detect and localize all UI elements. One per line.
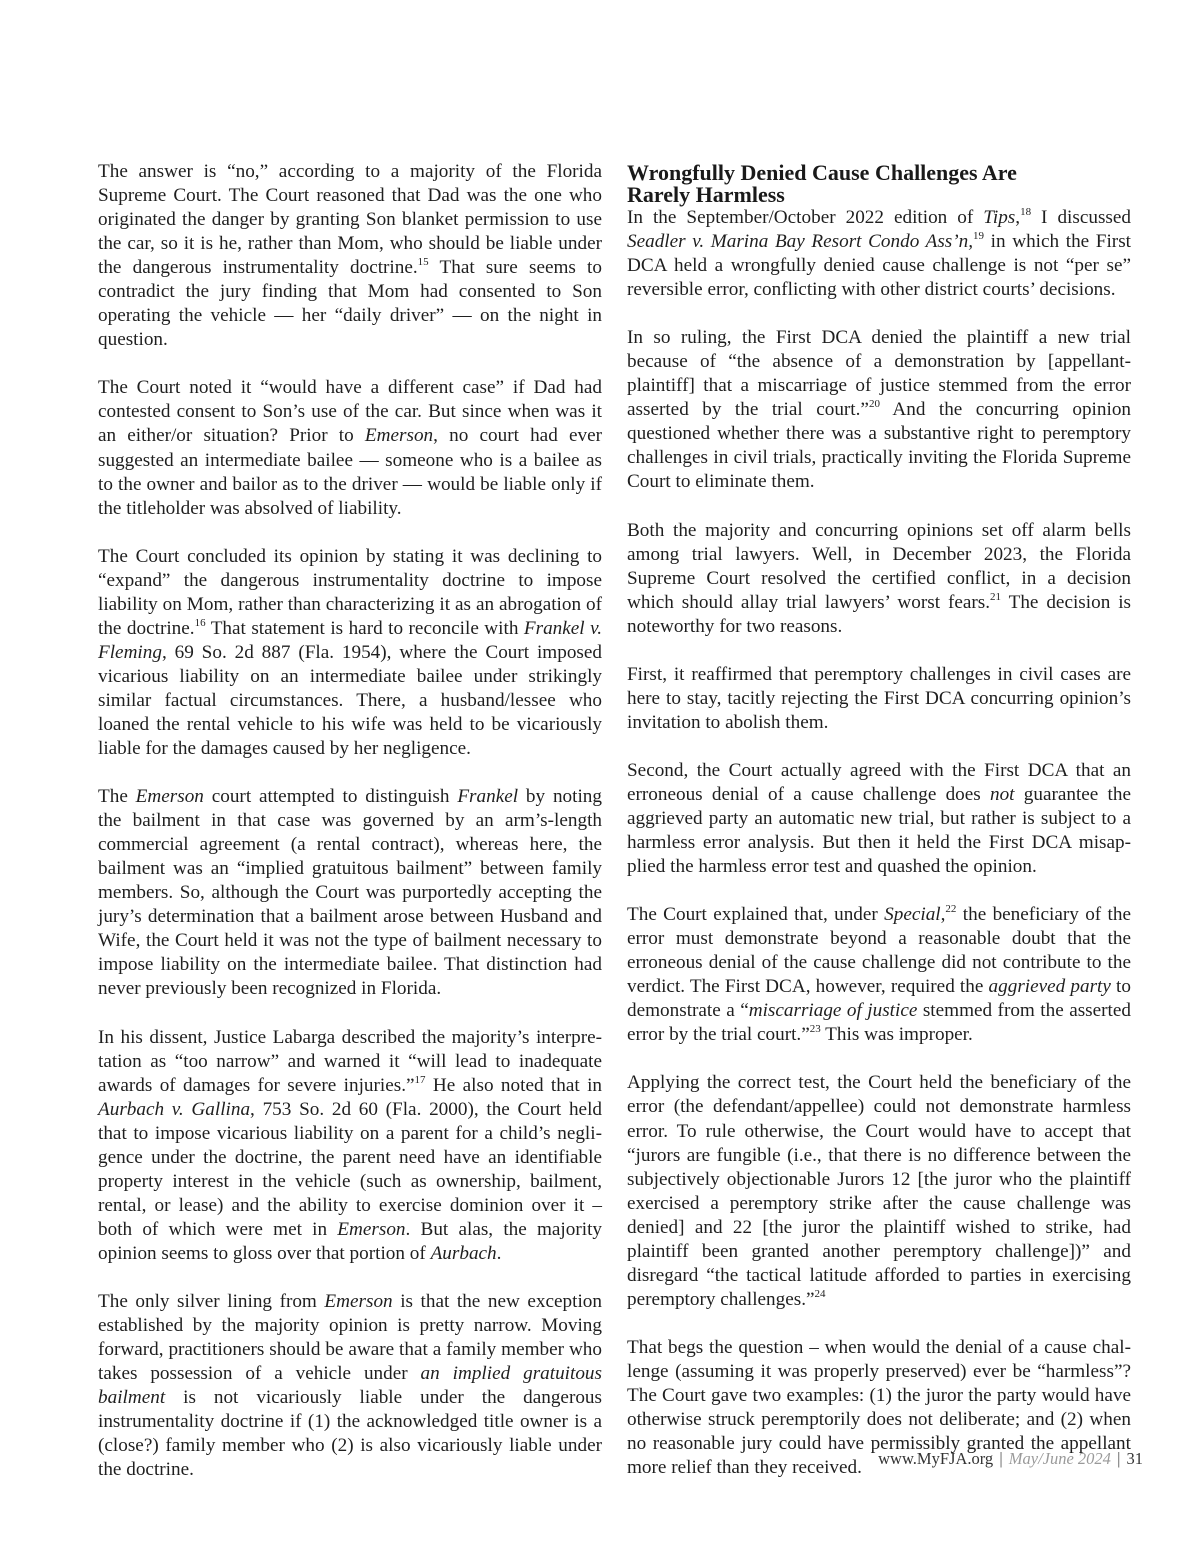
footnote-ref[interactable]: 16 — [194, 616, 206, 629]
issue-date: May/June 2024 — [1008, 1449, 1111, 1468]
paragraph: The only silver lining from Emerson is that the new exception established by the majority opinion is pretty narrow. Moving forward, practitioners should be aware that a family member who takes possession of a vehicle under an implied gratuitous bailment is not vicariously liable under the dangerous instrumentality doctrine if (1) the acknowledged title owner is a (close?) family member who (2) is also vicariously liable under the doctrine. — [98, 1290, 602, 1481]
emphasis: not — [989, 783, 1015, 805]
case-name: Special — [884, 904, 941, 926]
footnote-ref[interactable]: 15 — [417, 256, 429, 269]
footnote-ref[interactable]: 17 — [414, 1073, 426, 1086]
case-name: Frankel — [457, 786, 519, 808]
emphasis: aggrieved party — [988, 976, 1111, 998]
page-footer — [878, 1449, 1143, 1469]
footnote-ref[interactable]: 24 — [814, 1287, 826, 1300]
footnote-ref[interactable]: 19 — [973, 230, 985, 243]
footnote-ref[interactable]: 21 — [990, 590, 1002, 603]
website-link[interactable]: www.MyFJA.org — [878, 1449, 994, 1468]
page-number: 31 — [1126, 1449, 1143, 1468]
paragraph: In the September/October 2022 edition of Tips,$^{18}$ I discussed Seadler v. Marina Bay Resort Condo Ass’n,$^{19}$ in which the First DCA held a wrongfully denied cause challenge is not “per se” reversible error, conflicting with other district courts’ decisions. — [627, 206, 1131, 301]
paragraph: The Court concluded its opinion by stating it was declining to “expand” the dangerous instrumentality doctrine to impose liability on Mom, rather than characterizing it as an abrogation of the doctrine.$^{16}$ That statement is hard to reconcile with Frankel v. Fleming, 69 So. 2d 887 (Fla. 1954), where the Court imposed vicarious liability on an intermediate bailee under strikingly similar factual circumstances. There, a husband/lessee who loaned the rental vehicle to his wife was held to be vicariously liable for the damages caused by her negligence. — [98, 545, 602, 760]
emphasis: miscarriage of justice — [748, 1000, 918, 1022]
case-name: Emerson — [324, 1290, 393, 1312]
paragraph: Applying the correct test, the Court held the beneficiary of the error (the defendant/appellee) could not demonstrate harmless error. To rule otherwise, the Court would have to accept that “jurors are fungible (i.e., that there is no difference between the subjectively objectionable Jurors 12 [the juror who the plaintiff exercised a peremptory strike after the cause challenge was denied] and 22 [the juror the plaintiff wished to strike, had plaintiff been granted another peremptory challenge])” and disregard “the tactical latitude afforded to parties in exercising peremptory challenges.”$^{24}$ — [627, 1072, 1131, 1310]
paragraph: The Court explained that, under Special,$^{22}$ the beneficiary of the error must demonstrate beyond a reasonable doubt that the erroneous denial of the cause challenge did not contribute to the verdict. The First DCA, however, required the aggrieved party to demonstrate a “miscarriage of justice stemmed from the asserted error by the trial court.”$^{23}$ This was improper. — [627, 903, 1131, 1046]
paragraph: Second, the Court actually agreed with the First DCA that an erroneous denial of a cause challenge does not guarantee the aggrieved party an automatic new trial, but rather is subject to a harmless error analysis. But then it held the First DCA misapplied the harmless error test and quashed the opinion. — [627, 759, 1131, 878]
paragraph: Both the majority and concurring opinions set off alarm bells among trial lawyers. Well, in December 2023, the Florida Supreme Court resolved the certified conflict, in a decision which should allay trial lawyers’ worst fears.$^{21}$ The decision is noteworthy for two reasons. — [627, 519, 1131, 637]
left-column — [98, 160, 602, 1506]
case-name: Seadler v. Marina Bay Resort Condo Ass’n, — [627, 231, 974, 253]
case-name: Emerson — [337, 1218, 406, 1240]
paragraph: First, it reaffirmed that peremptory challenges in civil cases are here to stay, tacitly rejecting the First DCA concurring opinion’s invitation to abolish them. — [627, 663, 1131, 733]
case-name: Aurbach v. Gallina — [98, 1098, 251, 1120]
publication-name: Tips — [983, 207, 1016, 228]
case-name: Frankel v. Fleming — [98, 617, 602, 663]
paragraph: The answer is “no,” according to a majority of the Florida Supreme Court. The Court reasoned that Dad was the one who originated the danger by granting Son blanket permission to use the car, so it is he, rather than Mom, who should be liable under the dangerous instrumentality doctrine.$^{15}$ That sure seems to contradict the jury finding that Mom had consented to Son operating the vehicle — her “daily driver” — on the night in question. — [98, 161, 602, 351]
paragraph: The Emerson court attempted to distinguish Frankel by noting the bailment in that case was governed by an arm’s-length commercial agreement (a rental contract), whereas here, the bailment was an “implied gratuitous bailment” between family members. So, although the Court was purportedly accepting the jury’s determination that a bailment arose between Husband and Wife, the Court held it was not the type of bailment necessary to impose liability on the intermediate bailee. That distinction had never previously been recognized in Florida. — [98, 786, 602, 1000]
footnote-ref[interactable]: 20 — [868, 398, 880, 411]
footnote-ref[interactable]: 18 — [1020, 206, 1032, 218]
paragraph: The Court noted it “would have a different case” if Dad had contested consent to Son’s use of the car. But since when was it an either/or situation? Prior to Emerson, no court had ever suggested an intermediate bailee — someone who is a bailee as to the owner and bailor as to the driver — would be liable only if the titleholder was absolved of liability. — [98, 377, 602, 519]
case-name: Aurbach — [430, 1242, 497, 1264]
separator: | — [1117, 1449, 1121, 1468]
case-name: Emerson — [135, 786, 204, 808]
section-heading: Wrongfully Denied Cause Challenges Are Rarely Harmless — [627, 160, 1017, 207]
separator: | — [999, 1449, 1003, 1468]
emphasis: an implied gratuitous bailment — [98, 1363, 602, 1409]
paragraph: In his dissent, Justice Labarga described the majority’s interpretation as “too narrow” and warned it “will lead to inadequate awards of damages for severe injuries.”$^{17}$ He also noted that in Aurbach v. Gallina, 753 So. 2d 60 (Fla. 2000), the Court held that to impose vicarious liability on a parent for a child’s negligence under the doctrine, the parent need have an identifiable property interest in the vehicle (such as ownership, bailment, rental, or lease) and the ability to exercise dominion over it – both of which were met in Emerson. But alas, the majority opinion seems to gloss over that portion of Aurbach. — [98, 1026, 602, 1264]
paragraph: In so ruling, the First DCA denied the plaintiff a new trial because of “the absence of a demonstration by [appellant-plaintiff] that a miscarriage of justice stemmed from the error asserted by the trial court.”$^{20}$ And the concurring opinion questioned whether there was a substantive right to peremptory challenges in civil trials, practically inviting the Florida Supreme Court to eliminate them. — [627, 327, 1132, 493]
right-column — [627, 160, 1131, 1504]
footnote-ref[interactable]: 22 — [945, 903, 957, 916]
footnote-ref[interactable]: 23 — [809, 1023, 821, 1036]
paragraph: That begs the question – when would the denial of a cause challenge (assuming it was properly preserved) ever be “harmless”? The Court gave two examples: (1) the juror the party would have otherwise struck peremptorily does not deliberate; and (2) when no reasonable jury could have permissibly granted the appellant more relief than they received. — [627, 1336, 1131, 1479]
case-name: Emerson — [364, 425, 434, 447]
